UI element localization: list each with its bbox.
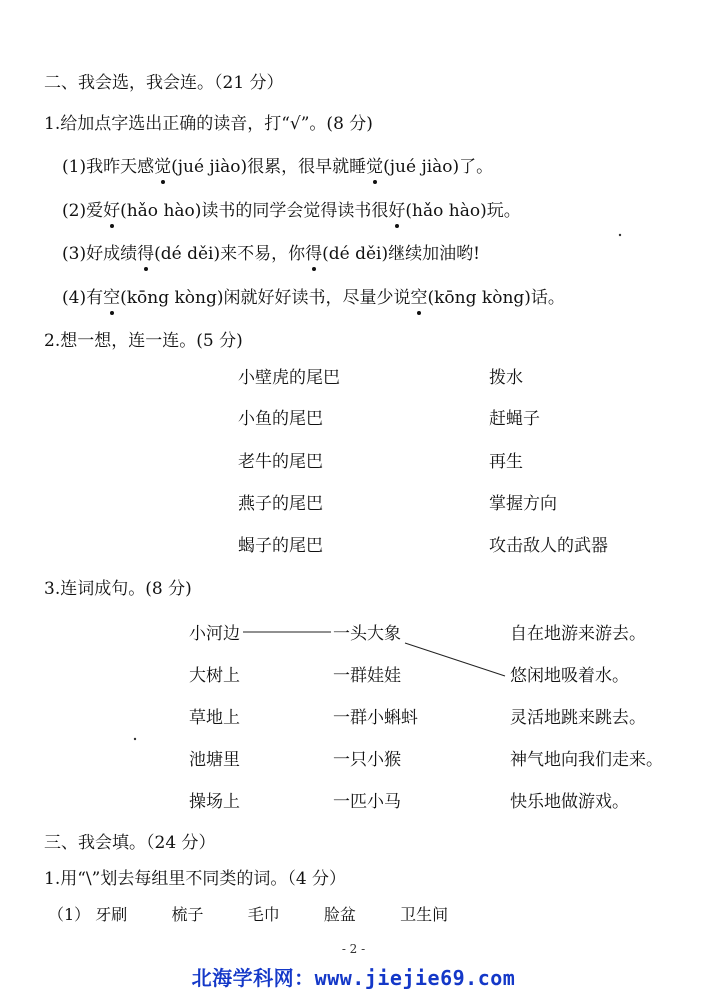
- q3-col3-1: 自在地游来游去。: [510, 624, 646, 644]
- page-number: - 2 -: [341, 942, 366, 956]
- q3-col2-3: 一群小蝌蚪: [333, 708, 418, 728]
- q1-item-4: (4)有空(kōng kòng)闲就好好读书，尽量少说空(kōng kòng)话。: [62, 288, 565, 308]
- section2-title: 二、我会选，我会连。（21 分）: [44, 73, 284, 93]
- word: 梳子: [171, 905, 204, 924]
- q3-col3-2: 悠闲地吸着水。: [510, 666, 629, 686]
- word: 卫生间: [400, 905, 449, 924]
- q2-left-4: 燕子的尾巴: [238, 494, 323, 514]
- q3-col2-5: 一匹小马: [333, 792, 401, 812]
- q2-right-2: 赶蝇子: [489, 409, 540, 429]
- example-line-2: [405, 643, 505, 676]
- q3-col1-5: 操场上: [189, 792, 240, 812]
- watermark-url: www.jiejie69.com: [314, 966, 516, 990]
- q1-item-2: (2)爱好(hǎo hào)读书的同学会觉得读书很好(hǎo hào)玩。: [62, 201, 521, 221]
- section3-title: 三、我会填。（24 分）: [44, 833, 216, 853]
- q1-item-1: (1)我昨天感觉(jué jiào)很累，很早就睡觉(jué jiào)了。: [62, 157, 494, 177]
- q3-col1-2: 大树上: [189, 666, 240, 686]
- q2-left-5: 蝎子的尾巴: [238, 536, 323, 556]
- q2-left-2: 小鱼的尾巴: [238, 409, 323, 429]
- watermark-cn: 北海学科网：: [191, 966, 315, 990]
- q2-left-1: 小壁虎的尾巴: [238, 368, 340, 388]
- s3-q1-title: 1.用“\”划去每组里不同类的词。（4 分）: [44, 869, 347, 889]
- q2-right-1: 拨水: [489, 368, 523, 388]
- q2-right-3: 再生: [489, 452, 523, 472]
- word: 毛巾: [247, 905, 280, 924]
- q3-col3-4: 神气地向我们走来。: [510, 750, 663, 770]
- q3-col1-1: 小河边: [189, 624, 240, 644]
- q3-col1-4: 池塘里: [189, 750, 240, 770]
- q3-col1-3: 草地上: [189, 708, 240, 728]
- q2-right-4: 掌握方向: [489, 494, 557, 514]
- word: 牙刷: [95, 905, 128, 924]
- q1-item-3: (3)好成绩得(dé děi)来不易，你得(dé děi)继续加油哟!: [62, 244, 480, 264]
- dotted-char: 好: [103, 201, 121, 221]
- q3-col3-3: 灵活地跳来跳去。: [510, 708, 646, 728]
- s3-q1-row1: （1） 牙刷 梳子 毛巾 脸盆 卫生间: [48, 905, 449, 924]
- q3-col2-1: 一头大象: [333, 624, 401, 644]
- q3-col2-4: 一只小猴: [333, 750, 401, 770]
- scan-speck: [619, 234, 621, 236]
- word: 脸盆: [323, 905, 356, 924]
- dotted-char: 空: [103, 288, 121, 308]
- dotted-char: 好: [388, 201, 406, 221]
- dotted-char: 得: [305, 244, 323, 264]
- q1-title: 1.给加点字选出正确的读音，打“√”。(8 分): [44, 114, 373, 134]
- watermark: [0, 962, 707, 991]
- dotted-char: 觉: [366, 157, 384, 177]
- q3-col2-2: 一群娃娃: [333, 666, 401, 686]
- q2-title: 2.想一想，连一连。(5 分): [44, 331, 243, 351]
- scan-speck: [134, 738, 136, 740]
- dotted-char: 觉: [154, 157, 172, 177]
- q2-right-5: 攻击敌人的武器: [489, 536, 608, 556]
- dotted-char: 得: [137, 244, 155, 264]
- q3-title: 3.连词成句。(8 分): [44, 579, 192, 599]
- dotted-char: 空: [410, 288, 428, 308]
- q3-col3-5: 快乐地做游戏。: [510, 792, 629, 812]
- q2-left-3: 老牛的尾巴: [238, 452, 323, 472]
